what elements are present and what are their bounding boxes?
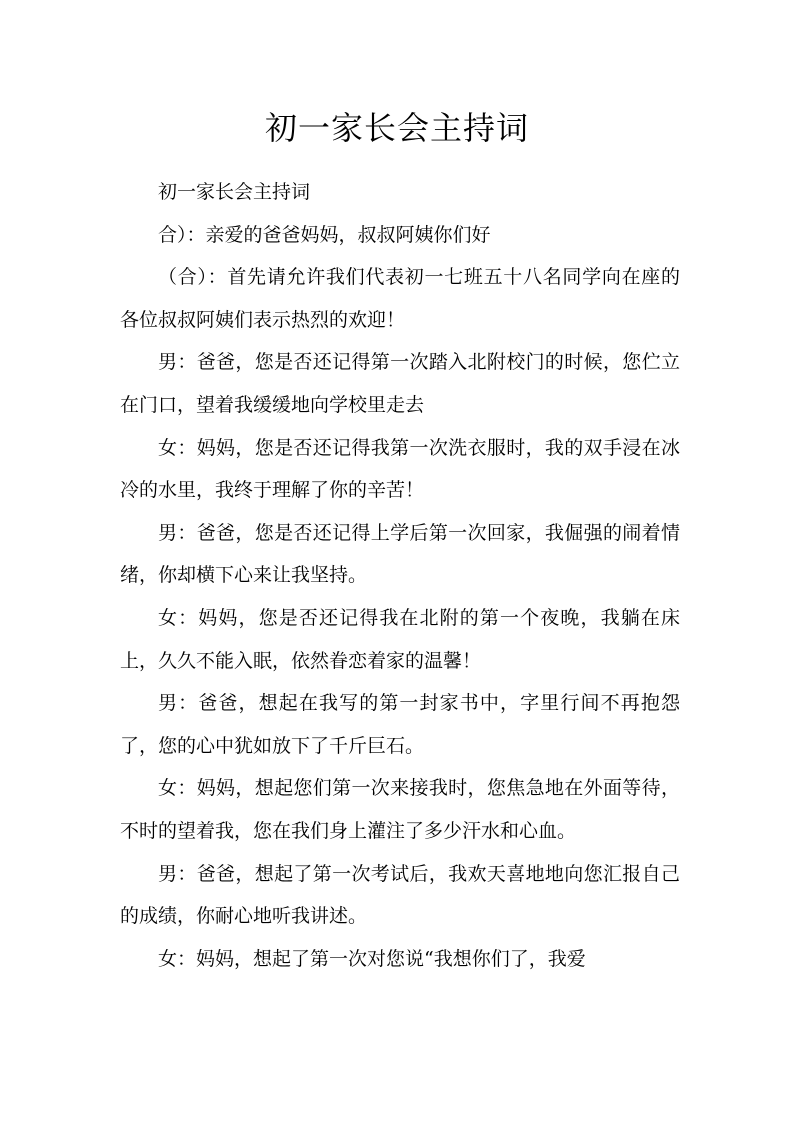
paragraph: 女：妈妈，想起了第一次对您说“我想你们了，我爱: [158, 947, 586, 970]
paragraph: 女：妈妈，您是否还记得我在北附的第一个夜晚，我躺在床上，久久不能入眠，依然眷恋着家的温馨！: [120, 606, 680, 672]
paragraph: 男：爸爸，您是否还记得第一次踏入北附校门的时候，您伫立在门口，望着我缓缓地向学校里走去: [120, 351, 680, 416]
paragraph: 初一家长会主持词: [158, 181, 311, 203]
paragraph: （合）：首先请允许我们代表初一七班五十八名同学向在座的各位叔叔阿姨们表示热烈的欢迎！: [120, 266, 680, 331]
page-title: 初一家长会主持词: [264, 109, 529, 147]
paragraph: 女：妈妈，您是否还记得我第一次洗衣服时，我的双手浸在冰冷的水里，我终于理解了你的辛苦！: [120, 436, 680, 502]
paragraph: 男：爸爸，您是否还记得上学后第一次回家，我倔强的闹着情绪，你却横下心来让我坚持。: [120, 521, 680, 587]
document-body: [120, 171, 680, 980]
paragraph: 女：妈妈，想起您们第一次来接我时，您焦急地在外面等待，不时的望着我，您在我们身上灌注了多少汗水和心血。: [120, 777, 680, 842]
paragraph: 合）：亲爱的爸爸妈妈，叔叔阿姨你们好: [158, 223, 491, 246]
paragraph: 男：爸爸，想起在我写的第一封家书中，字里行间不再抱怨了，您的心中犹如放下了千斤巨石。: [120, 692, 680, 757]
paragraph: 男：爸爸，想起了第一次考试后，我欢天喜地地向您汇报自己的成绩，你耐心地听我讲述。: [120, 862, 680, 928]
